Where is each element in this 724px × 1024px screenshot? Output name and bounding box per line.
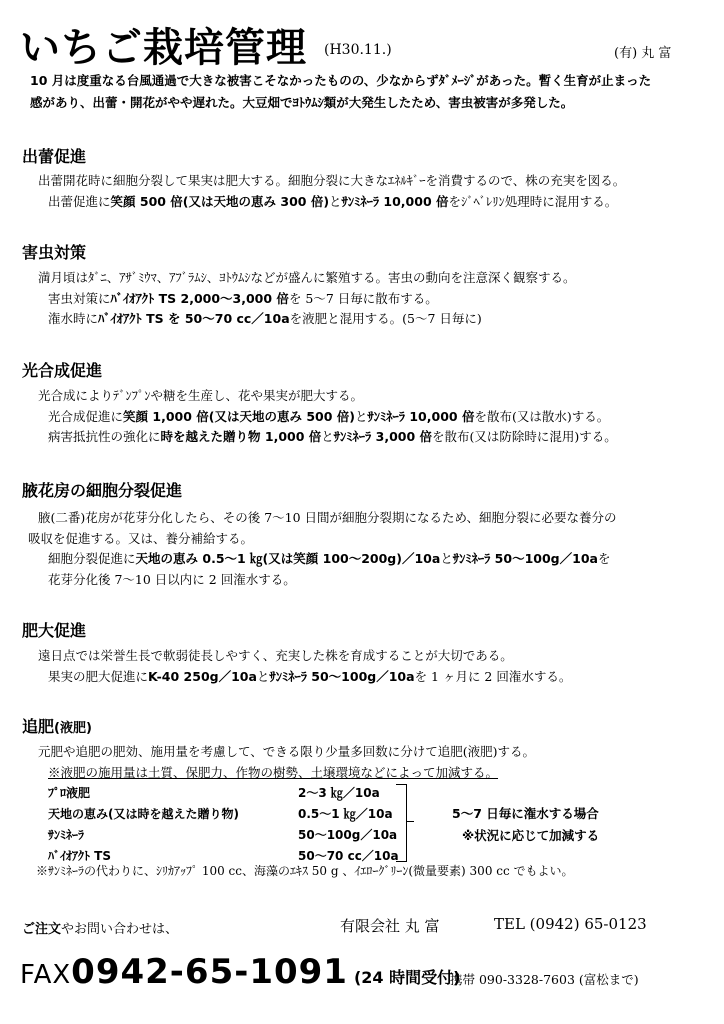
section-body-top-dressing [28, 742, 704, 783]
grouping-bracket [396, 784, 407, 862]
section-heading-bud-promotion: 出蕾促進 [22, 147, 87, 166]
fax-number: 0942-65-1091 [71, 952, 348, 992]
body-line: 腋(二番)花房が花芽分化したら、その後 7～10 日間が細胞分裂期になるため、細胞分裂に必要な養分の [38, 510, 617, 525]
body-line: ※液肥の施用量は土質、保肥力、作物の樹勢、土壌環境などによって加減する。 [48, 764, 499, 780]
body-line: 果実の肥大促進にK-40 250g／10aとｻﾝﾐﾈｰﾗ 50～100g／10aを 1 ヶ月に 2 回潅水する。 [48, 668, 572, 684]
fertilizer-name: ﾊﾞｲｵｱｸﾄ TS [48, 849, 112, 863]
body-line: 潅水時にﾊﾞｲｵｱｸﾄ TS を 50～70 cc／10aを液肥と混用する。(5～7 日毎に) [48, 311, 482, 326]
fax-label: FAX [20, 960, 72, 990]
intro-line: 感があり、出蕾・開花がやや遅れた。大豆畑でﾖﾄｳﾑｼ類が大発生したため、害虫被害が多発した。 [30, 95, 574, 110]
fax-hours: (24 時間受付) [353, 968, 461, 987]
body-line: 害虫対策にﾊﾞｲｵｱｸﾄ TS 2,000～3,000 倍を 5～7 日毎に散布する。 [48, 290, 438, 306]
body-line: 元肥や追肥の肥効、施用量を考慮して、できる限り少量多回数に分けて追肥(液肥)する。 [38, 744, 536, 759]
section-heading-pest-control: 害虫対策 [22, 243, 87, 262]
fax-line [20, 952, 460, 992]
intro-paragraph [30, 70, 710, 114]
section-heading-top-dressing: 追肥(液肥) [22, 717, 92, 736]
fertilizer-name: ｻﾝﾐﾈｰﾗ [48, 828, 85, 842]
body-line: 出蕾開花時に細胞分裂して果実は肥大する。細胞分裂に大きなｴﾈﾙｷﾞｰを消費するので、株の充実を図る。 [38, 173, 626, 188]
fertilizer-amount: 0.5～1 ㎏／10a [298, 807, 393, 821]
section-heading-photosynthesis: 光合成促進 [22, 361, 103, 380]
body-line: 光合成促進に笑顔 1,000 倍(又は天地の恵み 500 倍)とｻﾝﾐﾈｰﾗ 10,000 倍を散布(又は散水)する。 [48, 408, 610, 424]
body-line: 花芽分化後 7～10 日以内に 2 回潅水する。 [48, 571, 296, 587]
intro-line: 10 月は度重なる台風通過で大きな被害こそなかったものの、少なからずﾀﾞﾒｰｼﾞがあった。暫く生育が止まった [30, 73, 652, 88]
issue-date: (H30.11.) [324, 42, 392, 58]
fertilizer-amount: 50～70 cc／10a [298, 849, 399, 863]
watering-schedule-note: 5～7 日毎に潅水する場合 [452, 806, 599, 821]
page-title: いちご栽培管理 [20, 25, 307, 71]
section-body-cell-division [28, 508, 704, 590]
company-name: 有限会社 丸 富 [340, 917, 440, 935]
section-heading-cell-division: 腋花房の細胞分裂促進 [22, 481, 183, 500]
fertilizer-name: ﾌﾟﾛ液肥 [48, 786, 91, 800]
body-line: 吸収を促進する。又は、養分補給する。 [28, 530, 254, 546]
section-body-fruit-enlargement [28, 646, 704, 687]
section-body-bud-promotion [28, 171, 704, 212]
grouping-bracket-tip [406, 821, 414, 822]
section-body-photosynthesis [28, 386, 704, 448]
body-line: 病害抵抗性の強化に時を越えた贈り物 1,000 倍とｻﾝﾐﾈｰﾗ 3,000 倍を散布(又は防除時に混用)する。 [48, 429, 617, 444]
body-line: 光合成によりﾃﾞﾝﾌﾟﾝや糖を生産し、花や果実が肥大する。 [38, 388, 364, 403]
body-line: 細胞分裂促進に天地の恵み 0.5～1 ㎏(又は笑顔 100～200g)／10aとｻﾝﾐﾈｰﾗ 50～100g／10aを [48, 551, 611, 566]
company-name-header: (有) 丸 富 [614, 46, 672, 61]
telephone-number: TEL (0942) 65-0123 [494, 915, 647, 933]
mobile-number: 携帯 090-3328-7603 (富松まで) [450, 972, 639, 987]
fertilizer-amount: 50～100g／10a [298, 828, 398, 842]
section-heading-fruit-enlargement: 肥大促進 [22, 621, 87, 640]
fertilizer-amount: 2～3 ㎏／10a [298, 786, 380, 800]
body-line: 満月頃はﾀﾞﾆ、ｱｻﾞﾐｳﾏ、ｱﾌﾞﾗﾑｼ、ﾖﾄｳﾑｼなどが盛んに繁殖する。害虫の動向を注意深く観察する。 [38, 270, 576, 285]
body-line: 遠日点では栄誉生長で軟弱徒長しやすく、充実した株を育成することが大切である。 [38, 648, 513, 663]
substitution-footnote: ※ｻﾝﾐﾈｰﾗの代わりに、ｼﾘｶｱｯﾌﾟ 100 cc、海藻のｴｷｽ 50 g 、ｲｴﾛｰｸﾞﾘｰﾝ(微量要素) 300 cc でもよい。 [36, 864, 574, 878]
body-line: 出蕾促進に笑顔 500 倍(又は天地の恵み 300 倍)とｻﾝﾐﾈｰﾗ 10,000 倍をｼﾞﾍﾞﾚﾘﾝ処理時に混用する。 [48, 193, 618, 209]
order-inquiry-text: ご注文やお問い合わせは、 [22, 922, 179, 937]
adjustment-note: ※状況に応じて加減する [462, 828, 600, 843]
fertilizer-name: 天地の恵み(又は時を越えた贈り物) [48, 807, 239, 821]
section-body-pest-control [28, 268, 704, 330]
